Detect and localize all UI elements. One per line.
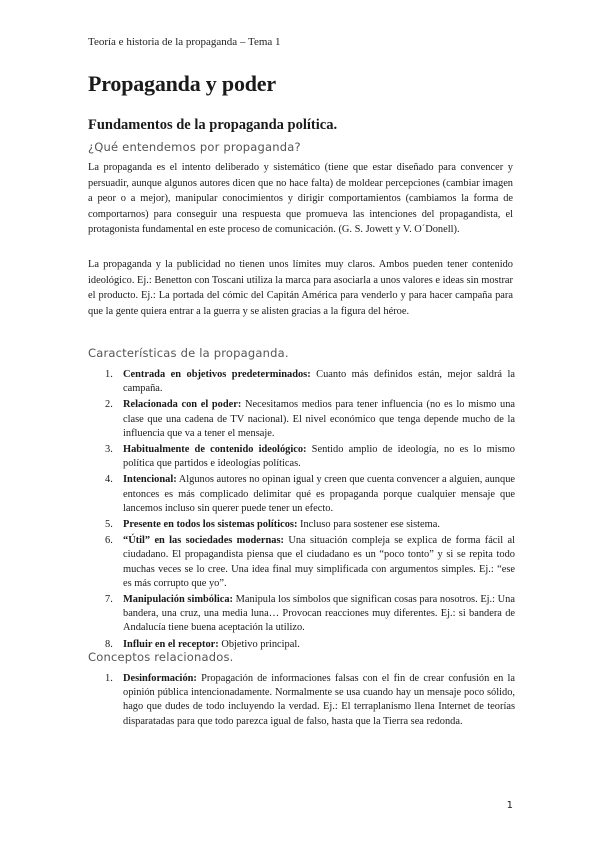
list-item-text: Manipula los símbolos que significan cosas para nosotros. Ej.: Una bandera, una cruz, una media luna… Provocan reacciones muy diferentes. Ej.: si bandera de Andalucía tiene buena aceptación la utilizo. [123,594,515,634]
list-item-text: Una situación compleja se explica de forma fácil al ciudadano. El propagandista piensa que el ciudadano es un “poco tonto” y si se repita todo muchas veces se lo cree. Una idea final muy simplificada con argumentos simples. Ej.: “ese es más corrupto que yo”. [123,535,516,589]
list-item-label: Relacionada con el poder: [123,399,242,411]
list-item-text: Objetivo principal. [218,638,300,650]
characteristic-item [105,518,515,532]
characteristic-item [105,593,515,636]
section-subtitle: Fundamentos de la propaganda política. [88,117,338,133]
characteristic-item [105,443,515,471]
list-item-text: Incluso para sostener ese sistema. [297,519,440,531]
list-number: 6. [105,535,113,547]
characteristics-list [105,368,516,654]
paragraph-propaganda-publicity: La propaganda y la publicidad no tienen unos límites muy claros. Ambos pueden tener contenido ideológico. Ej.: Benetton con Toscani utiliza la marca para asociarla a unos valores e ideas sin mostrar el producto. Ej.: La portada del cómic del Capitán América para venderlo y para hacer campaña para que la gente quiera entrar a la guerra y se alisten gracias a la figura del héroe. [88,259,513,317]
list-item-label: Influir en el receptor: [123,638,219,650]
list-number: 1. [105,673,113,684]
list-number: 3. [105,444,113,456]
list-number: 5. [105,519,113,531]
paragraph-definition: La propaganda es el intento deliberado y sistemático (tiene que estar diseñado para convencer y persuadir, aunque algunos autores dicen que no hace falta) de moldear percepciones (cambiar imagen a peor o a mejor), manipular conocimientos y dirigir comportamientos (cambiamos la forma de comportarnos) para conseguir una respuesta que promueva las intenciones del propagandista, el protagonista fundamental en este proceso de comunicación. (G. S. Jowett y V. O´Donell). [88,162,513,236]
section-heading-characteristics: Características de la propaganda. [88,346,289,360]
list-item-label: Presente en todos los sistemas políticos: [123,519,298,531]
list-number: 4. [105,474,113,486]
list-item-label: Intencional: [123,474,177,486]
list-number: 1. [105,369,113,380]
list-number: 7. [105,594,113,606]
list-item-label: Centrada en objetivos predeterminados: [123,369,311,380]
list-item-text: Algunos autores no opinan igual y creen que cuenta convencer a alguien, aunque entonces es más complicado delimitar qué es propaganda porque cualquier mensaje que lancemos incluso sin querer puede tener un efecto. [123,474,515,514]
page-title: Propaganda y poder [88,71,276,96]
list-item-label: Habitualmente de contenido ideológico: [123,444,307,456]
page-number: 1 [506,800,513,811]
list-item-label: “Útil” en las sociedades modernas: [123,535,285,547]
list-item-text: Necesitamos medios para tener influencia (no es lo mismo una clase que una cadena de TV nacional). El nivel económico que tenga depende mucho de la influencia que va a tener el mensaje. [123,399,516,439]
section-heading-definition: ¿Qué entendemos por propaganda? [88,140,301,154]
running-header: Teoría e historia de la propaganda – Tema 1 [88,36,281,48]
characteristic-item [105,398,516,441]
list-number: 8. [105,638,113,650]
concept-item [105,672,515,729]
characteristic-item [105,534,516,591]
section-heading-concepts: Conceptos relacionados. [88,650,234,664]
list-item-label: Manipulación simbólica: [123,594,234,606]
list-item-text: Cuanto más definidos están, mejor saldrá la campaña. [123,369,516,395]
list-item-text: Propagación de informaciones falsas con el fin de crear confusión en la opinión pública intencionadamente. Normalmente se usa cuando hay un mensaje poco sólido, hago que dudes de todo incluyendo la verdad. Ej.: El terraplanismo llena Internet de teorías disparatadas para que todo parezca igual de falso, hasta que la Tierra sea redonda. [123,673,515,727]
list-number: 2. [105,399,113,411]
characteristic-item [105,368,516,396]
list-item-label: Desinformación: [123,673,197,684]
list-item-text: Sentido amplio de ideología, no es lo mismo política que partidos e ideologías políticas. [123,444,515,470]
characteristic-item [105,473,515,516]
concepts-list [105,672,515,731]
